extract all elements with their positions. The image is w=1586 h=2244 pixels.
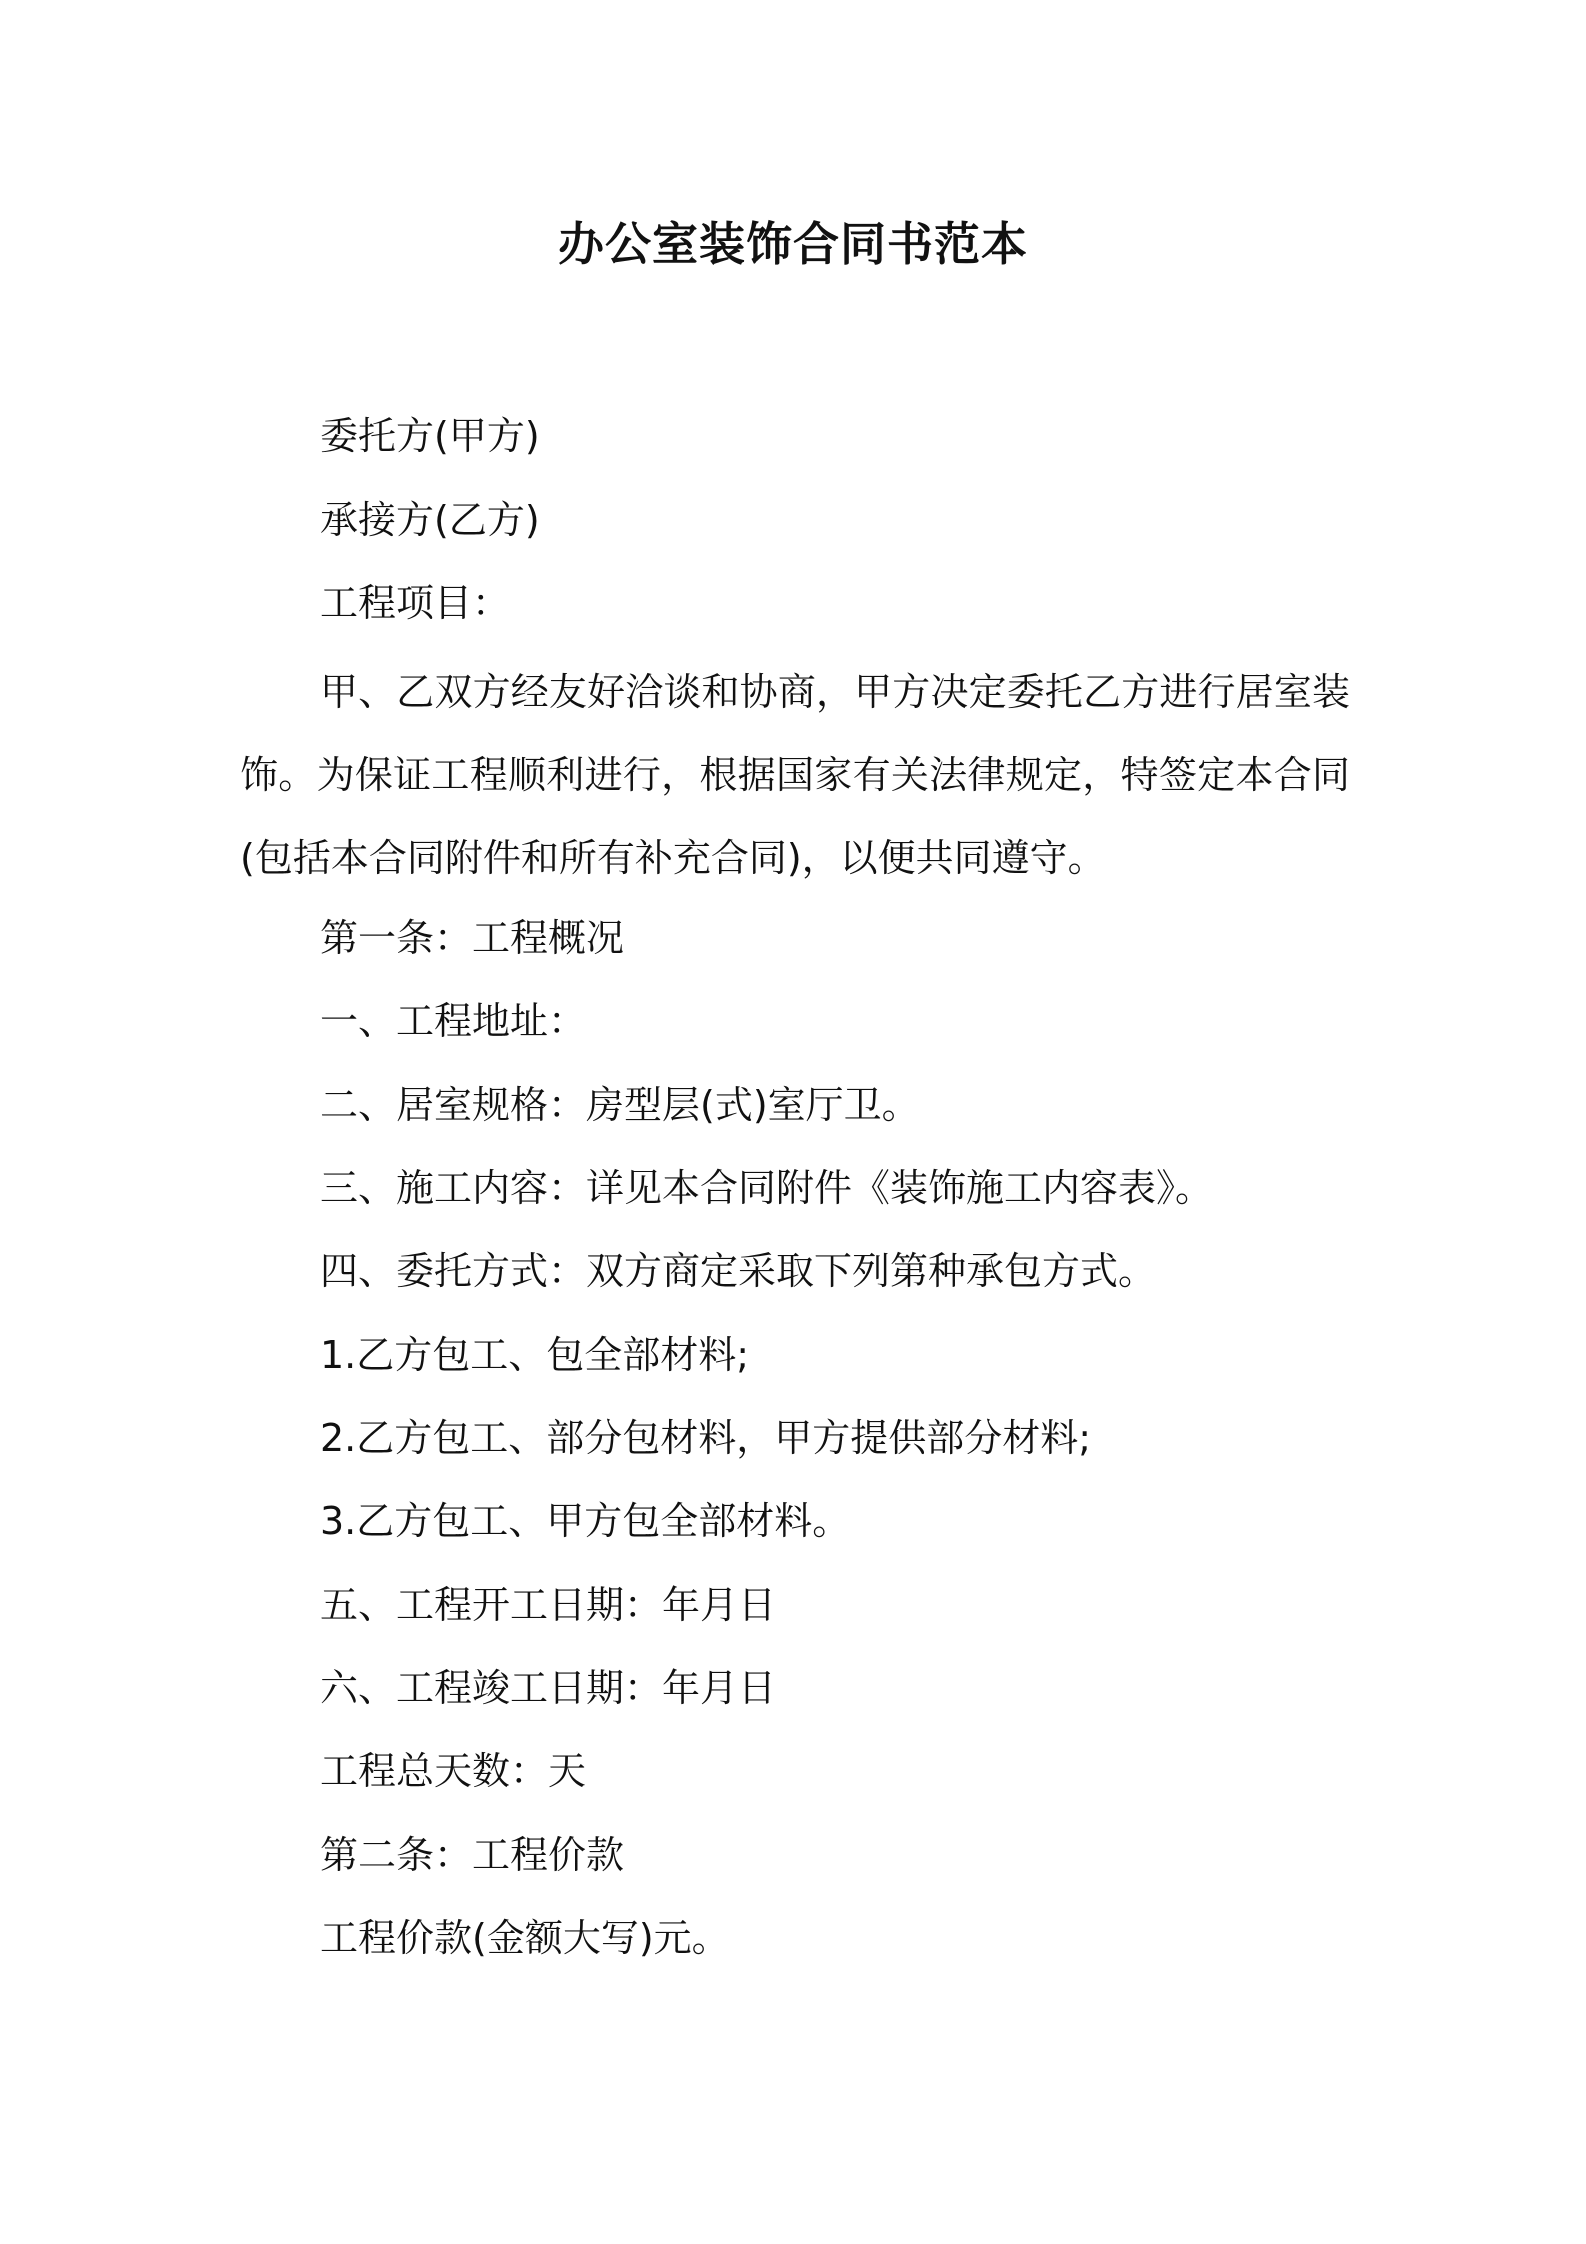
item-3-content: 三、施工内容：详见本合同附件《装饰施工内容表》。 — [320, 1166, 1214, 1210]
option-3: 3.乙方包工、甲方包全部材料。 — [320, 1499, 851, 1543]
option-2: 2.乙方包工、部分包材料，甲方提供部分材料; — [320, 1416, 1092, 1460]
price-line: 工程价款(金额大写)元。 — [320, 1916, 730, 1960]
client-line: 委托方(甲方) — [320, 414, 540, 458]
item-6-end-date: 六、工程竣工日期：年月日 — [320, 1666, 777, 1710]
article-2-heading: 第二条：工程价款 — [320, 1833, 625, 1877]
item-2-spec: 二、居室规格：房型层(式)室厅卫。 — [320, 1083, 920, 1127]
document-title: 办公室装饰合同书范本 — [558, 217, 1028, 271]
option-1: 1.乙方包工、包全部材料; — [320, 1333, 750, 1377]
item-4-method: 四、委托方式：双方商定采取下列第种承包方式。 — [320, 1249, 1157, 1293]
item-5-start-date: 五、工程开工日期：年月日 — [320, 1583, 777, 1627]
project-line: 工程项目： — [320, 581, 511, 625]
contractor-line: 承接方(乙方) — [320, 498, 540, 542]
preamble-paragraph: 甲、乙双方经友好洽谈和协商，甲方决定委托乙方进行居室装饰。为保证工程顺利进行，根据国家有关法律规定，特签定本合同(包括本合同附件和所有补充合同)，以便共同遵守。 — [240, 670, 1350, 880]
article-1-heading: 第一条：工程概况 — [320, 916, 625, 960]
item-1-address: 一、工程地址： — [320, 999, 587, 1043]
total-days: 工程总天数：天 — [320, 1749, 587, 1793]
